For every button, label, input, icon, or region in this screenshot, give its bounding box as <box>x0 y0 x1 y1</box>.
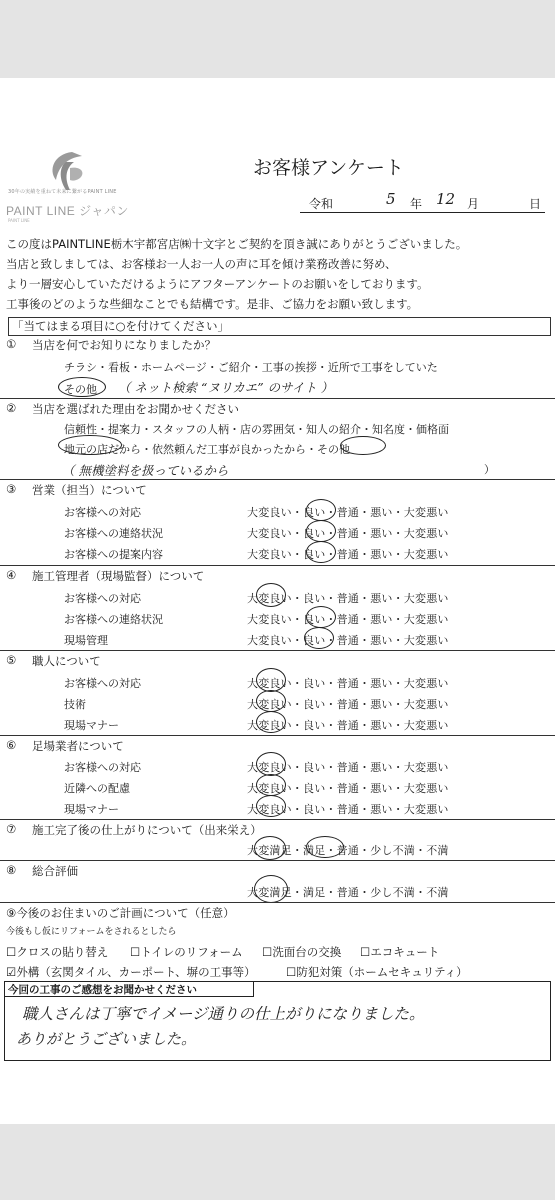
q3-row-scale: 大変良い・良い・普通・悪い・大変悪い <box>247 506 449 519</box>
divider <box>0 735 555 736</box>
q2-answer: （ 無機塗料を扱っているから <box>62 463 229 478</box>
divider <box>0 398 555 399</box>
q9-check-washbasin[interactable] <box>262 944 341 960</box>
q9-check-toilet[interactable] <box>130 944 243 960</box>
q6-row-label: 近隣への配慮 <box>64 782 130 795</box>
q4-mark-very-good <box>256 583 286 607</box>
q9-check-ecocute[interactable] <box>360 944 439 960</box>
q5-row-label: 現場マナー <box>64 719 119 732</box>
q4-number: ④ <box>6 568 17 582</box>
q8-number: ⑧ <box>6 863 17 877</box>
q8-mark-very-satisfied <box>254 875 288 903</box>
q4-row-label: お客様への対応 <box>64 592 141 605</box>
q6-row-scale: 大変良い・良い・普通・悪い・大変悪い <box>247 782 449 795</box>
intro-line: 工事後のどのような些細なことでも結構です。是非、ご協力をお願い致します。 <box>6 297 419 311</box>
q7-title: 施工完了後の仕上がりについて（出来栄え） <box>32 823 262 837</box>
q6-number: ⑥ <box>6 738 17 752</box>
check-label: トイレのリフォーム <box>140 945 243 959</box>
q3-mark-good <box>306 520 336 542</box>
divider <box>0 860 555 861</box>
q5-mark-very-good <box>256 690 286 712</box>
date-year-label: 年 <box>410 197 423 211</box>
q6-row-scale: 大変良い・良い・普通・悪い・大変悪い <box>247 803 449 816</box>
logo-tiny-text: PAINT LINE <box>8 218 30 223</box>
q7-number: ⑦ <box>6 822 17 836</box>
intro-line: より一層安心していただけるようにアフターアンケートのお願いをしております。 <box>6 277 429 291</box>
q7-mark-very-satisfied <box>254 836 286 860</box>
check-label: エコキュート <box>370 945 440 959</box>
q4-title: 施工管理者（現場監督）について <box>32 569 205 583</box>
q9-check-cross[interactable] <box>6 944 108 960</box>
q4-row-label: お客様への連絡状況 <box>64 613 163 626</box>
date-year-value: 5 <box>386 190 396 208</box>
check-label: 防犯対策（ホームセキュリティ） <box>296 965 468 979</box>
check-label: クロスの貼り替え <box>16 945 109 959</box>
intro-line: この度はPAINTLINE栃木宇都宮店㈱十文字とご契約を頂き誠にありがとうございました。 <box>6 237 468 251</box>
q4-row-scale: 大変良い・良い・普通・悪い・大変悪い <box>247 613 449 626</box>
divider <box>0 902 555 903</box>
checkbox-empty-icon[interactable]: ☐ <box>360 945 371 959</box>
q5-row-scale: 大変良い・良い・普通・悪い・大変悪い <box>247 719 449 732</box>
intro-line: 当店と致しましては、お客様お一人お一人の声に耳を傾け業務改善に努め、 <box>6 257 397 271</box>
q1-title: 当店を何でお知りになりましたか？ <box>32 338 216 352</box>
q2-options-2: 地元の店だから・依然頼んだ工事が良かったから・その他 <box>64 443 350 456</box>
divider <box>0 479 555 480</box>
q9-note: 今後もし仮にリフォームをされるとしたら <box>6 927 177 937</box>
top-margin <box>0 0 555 78</box>
divider <box>0 565 555 566</box>
date-era: 令和 <box>309 197 334 211</box>
q4-row-scale: 大変良い・良い・普通・悪い・大変悪い <box>247 634 449 647</box>
q6-mark-very-good <box>256 774 286 796</box>
checkbox-empty-icon[interactable]: ☐ <box>130 945 141 959</box>
q3-number: ③ <box>6 482 17 496</box>
instruction-text: 「当てはまる項目に○を付けてください」 <box>12 319 230 333</box>
q8-title: 総合評価 <box>32 864 78 878</box>
q9-title: ⑨今後のお住まいのご計画について（任意） <box>6 906 235 920</box>
q2-number: ② <box>6 401 17 415</box>
q2-title: 当店を選ばれた理由をお聞かせください <box>32 402 239 416</box>
q4-mark-good <box>306 606 336 628</box>
survey-sheet <box>0 78 555 1124</box>
comment-heading: 今回の工事のご感想をお聞かせください <box>8 984 197 996</box>
q8-scale: 大変満足・満足・普通・少し不満・不満 <box>247 886 449 899</box>
logo-name: PAINT LINE ジャパン <box>6 204 129 218</box>
q1-answer: （ ネット検索 “ヌリカエ” のサイト ） <box>118 380 334 395</box>
q5-row-label: 技術 <box>64 698 86 711</box>
check-label: 洗面台の交換 <box>272 945 342 959</box>
q3-mark-good <box>306 499 336 521</box>
q2-local-circle <box>58 435 122 455</box>
q7-scale: 大変満足・満足・普通・少し不満・不満 <box>247 844 449 857</box>
q2-options-1: 信頼性・提案力・スタッフの人柄・店の雰囲気・知人の紹介・知名度・価格面 <box>64 423 449 436</box>
checkbox-empty-icon[interactable]: ☐ <box>286 965 297 979</box>
q2-other-circle <box>340 436 386 455</box>
q6-row-label: お客様への対応 <box>64 761 141 774</box>
q9-check-exterior[interactable] <box>6 964 256 980</box>
q5-title: 職人について <box>32 654 101 668</box>
q4-row-scale: 大変良い・良い・普通・悪い・大変悪い <box>247 592 449 605</box>
q4-mark-good <box>304 627 334 649</box>
q3-row-label: お客様への対応 <box>64 506 141 519</box>
q3-row-scale: 大変良い・良い・普通・悪い・大変悪い <box>247 548 449 561</box>
checkbox-checked-icon[interactable]: ☑ <box>6 965 17 979</box>
q9-check-security[interactable] <box>286 964 468 980</box>
q6-mark-very-good <box>256 795 286 817</box>
date-month-label: 月 <box>467 197 480 211</box>
bottom-margin <box>0 1124 555 1200</box>
check-label: 外構（玄関タイル、カーポート、塀の工事等） <box>16 965 256 979</box>
q2-answer-close: ） <box>484 463 495 476</box>
comment-line-2: ありがとうございました。 <box>16 1030 197 1048</box>
q3-row-label: お客様への提案内容 <box>64 548 163 561</box>
checkbox-empty-icon[interactable]: ☐ <box>6 945 17 959</box>
q3-mark-good <box>306 541 336 563</box>
q3-row-scale: 大変良い・良い・普通・悪い・大変悪い <box>247 527 449 540</box>
q5-row-scale: 大変良い・良い・普通・悪い・大変悪い <box>247 677 449 690</box>
divider <box>0 819 555 820</box>
q3-row-label: お客様への連絡状況 <box>64 527 163 540</box>
q6-title: 足場業者について <box>32 739 124 753</box>
q1-options: チラシ・看板・ホームページ・ご紹介・工事の挨拶・近所で工事をしていた <box>64 361 438 374</box>
q5-mark-very-good <box>256 711 286 733</box>
checkbox-empty-icon[interactable]: ☐ <box>262 945 273 959</box>
date-underline <box>300 212 545 213</box>
q3-title: 営業（担当）について <box>32 483 147 497</box>
q1-other-label: その他 <box>64 383 97 396</box>
divider <box>0 650 555 651</box>
q4-row-label: 現場管理 <box>64 634 108 647</box>
q1-number: ① <box>6 337 17 351</box>
q7-mark-satisfied <box>306 836 344 858</box>
date-month-value: 12 <box>436 190 456 208</box>
q6-row-label: 現場マナー <box>64 803 119 816</box>
comment-line-1: 職人さんは丁寧でイメージ通りの仕上がりになりました。 <box>22 1005 425 1023</box>
logo-tagline: 30年の実績を重ねて未来に繋がるPAINT LINE <box>8 189 117 195</box>
q5-number: ⑤ <box>6 653 17 667</box>
page-title: お客様アンケート <box>253 157 404 179</box>
q6-row-scale: 大変良い・良い・普通・悪い・大変悪い <box>247 761 449 774</box>
q1-other-circle <box>58 377 106 397</box>
q5-row-scale: 大変良い・良い・普通・悪い・大変悪い <box>247 698 449 711</box>
q5-mark-very-good <box>256 668 286 692</box>
q5-row-label: お客様への対応 <box>64 677 141 690</box>
q6-mark-very-good <box>256 752 286 776</box>
date-day-label: 日 <box>529 197 542 211</box>
